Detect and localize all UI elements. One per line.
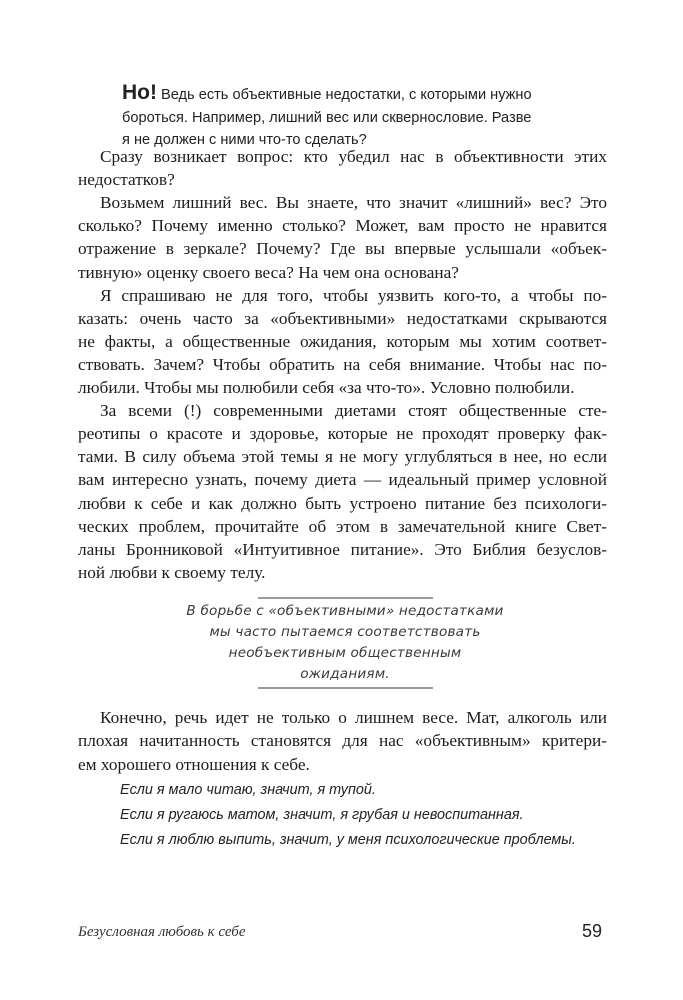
- example-line: Если я люблю выпить, значит, у меня психологические проблемы.: [120, 832, 576, 848]
- page-number: 59: [582, 921, 603, 941]
- text-line: плохая начитанность становятся для нас «объективным» критери-: [78, 731, 607, 751]
- text-line: ствовать. Зачем? Чтобы обратить на себя внимание. Чтобы нас по-: [78, 354, 607, 374]
- text-line: Сразу возникает вопрос: кто убедил нас в объективности этих: [100, 147, 607, 166]
- callout-line: Но! Ведь есть объективные недостатки, с которыми нужно: [122, 81, 532, 104]
- text-line: Возьмем лишний вес. Вы знаете, что значит «лишний» вес? Это: [100, 193, 607, 213]
- text-line: ем хорошего отношения к себе.: [78, 754, 310, 774]
- text-line: вам интересно узнать, почему диета — идеальный пример условной: [78, 470, 607, 490]
- text-line: Я спрашиваю не для того, чтобы уязвить кого-то, а чтобы по-: [100, 285, 607, 305]
- text-line: Конечно, речь идет не только о лишнем весе. Мат, алкоголь или: [100, 708, 607, 727]
- quote-rule-top: [258, 597, 433, 599]
- running-title: Безусловная любовь к себе: [78, 924, 246, 940]
- quote-rule-bottom: [258, 687, 433, 689]
- text-line: отражение в зеркале? Почему? Где вы впервые услышали «объек-: [78, 239, 607, 259]
- text-line: любили. Чтобы мы полюбили себя «за что-то». Условно полюбили.: [78, 378, 575, 397]
- text-line: За всеми (!) современными диетами стоят общественные сте-: [100, 401, 607, 421]
- text-line: любви к себе и как должно быть устроено питание без психологи-: [78, 493, 607, 513]
- text-line: не факты, а общественные ожидания, которым мы хотим соответ-: [78, 331, 607, 351]
- text-line: ческих проблем, прочитайте об этом в замечательной книге Свет-: [78, 516, 607, 536]
- callout-lead: Но!: [122, 81, 157, 104]
- example-line: Если я ругаюсь матом, значит, я грубая и невоспитанная.: [120, 807, 524, 823]
- callout-line: бороться. Например, лишний вес или сквернословие. Разве: [122, 110, 532, 126]
- pull-quote-line: необъективным общественным: [228, 645, 462, 661]
- text-line: тами. В силу объема этой темы я не могу углубляться в нее, но если: [78, 447, 607, 467]
- pull-quote-line: ожиданиям.: [300, 666, 390, 682]
- text-line: тивную» оценку своего веса? На чем она основана?: [78, 262, 459, 282]
- text-line: недостатков?: [78, 170, 175, 190]
- text-line: сколько? Почему именно столько? Может, вам просто не нравится: [78, 216, 607, 236]
- callout-line: я не должен с ними что-то сделать?: [122, 132, 367, 148]
- example-line: Если я мало читаю, значит, я тупой.: [120, 782, 376, 798]
- text-line: реотипы о красоте и здоровье, которые не проходят проверку фак-: [78, 424, 607, 444]
- pull-quote-line: мы часто пытаемся соответствовать: [209, 624, 481, 640]
- text-line: ной любви к своему телу.: [78, 562, 266, 582]
- text-line: казать: очень часто за «объективными» недостатками скрываются: [78, 308, 607, 328]
- pull-quote-line: В борьбе с «объективными» недостатками: [186, 603, 504, 619]
- text-line: ланы Бронниковой «Интуитивное питание». Это Библия безуслов-: [78, 539, 607, 559]
